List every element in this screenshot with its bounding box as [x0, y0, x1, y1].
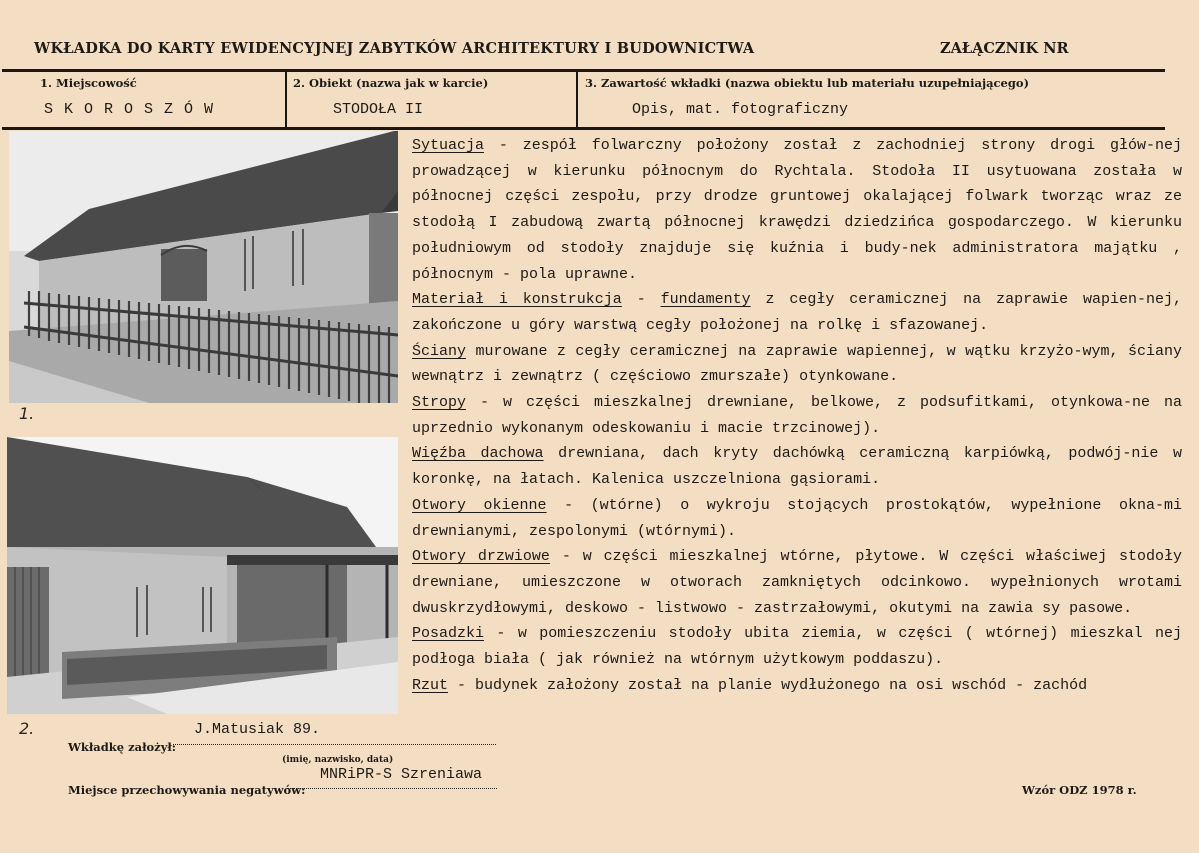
text-sciany: murowane z cegły ceramicznej na zaprawie wapiennej, w wątku krzyżo-wym, ściany wewnątrz i zewnątrz ( częściowo zmurszałe) otynkowane. [412, 342, 1182, 386]
field-divider-1 [285, 72, 287, 127]
locality-label: 1. Miejscowość [40, 76, 137, 90]
heading-drzwi: Otwory drzwiowe [412, 548, 550, 566]
storage-dotted-line [287, 788, 497, 789]
paragraph-okna [412, 493, 1182, 544]
object-label: 2. Obiekt (nazwa jak w karcie) [293, 76, 489, 90]
heading-sciany: Ściany [412, 342, 467, 360]
heading-wiezba: Więźba dachowa [412, 445, 544, 463]
text-posadzki: - w pomieszczeniu stodoły ubita ziemia, w części ( wtórnej) mieszkal nej podłoga biała ( jak również na wtórnym użytkowym poddaszu). [412, 625, 1182, 669]
card-title: WKŁADKA DO KARTY EWIDENCYJNEJ ZABYTKÓW ARCHITEKTURY I BUDOWNICTWA [34, 40, 755, 57]
heading-okna: Otwory okienne [412, 496, 547, 514]
author-hint: (imię, nazwisko, data) [282, 755, 394, 765]
paragraph-posadzki [412, 621, 1182, 672]
storage-value: MNRiPR-S Szreniawa [320, 766, 483, 783]
text-wiezba: drewniana, dach kryty dachówką ceramiczną karpiówką, podwój-nie w koronkę, na łatach. Kalenica uszczelniona gąsiorami. [412, 445, 1182, 489]
photo-1-number: 1. [19, 404, 35, 423]
author-label: Wkładkę założył: [68, 740, 177, 754]
photo-2-number: 2. [19, 719, 35, 738]
heading-stropy: Stropy [412, 394, 467, 412]
top-rule [2, 69, 1165, 72]
heading-fundamenty: fundamenty [660, 291, 751, 309]
paragraph-sytuacja [412, 133, 1182, 287]
paragraph-rzut [412, 673, 1182, 699]
text-drzwi: - w części mieszkalnej wtórne, płytowe. W części właściwej stodoły drewniane, umieszczone w otworach zamkniętych odcinkowo. wypełnionych wrotami dwuskrzydłowymi, deskowo - listwowo - zastrzałowymi, okutymi na zawia sy pasowe. [412, 548, 1182, 617]
object-value: STODOŁA II [333, 101, 424, 118]
author-value: J.Matusiak 89. [194, 721, 321, 738]
text-stropy: - w części mieszkalnej drewniane, belkowe, z podsufitkami, otynkowa-ne na uprzednio wykonanym odeskowaniu i macie trzcinowej). [412, 394, 1182, 437]
field-divider-2 [576, 72, 578, 127]
heading-material: Materiał i konstrukcja [412, 291, 622, 309]
contents-label: 3. Zawartość wkładki (nazwa obiektu lub materiału uzupełniającego) [585, 76, 1030, 90]
heading-rzut: Rzut [412, 676, 449, 694]
text-fundamenty: z cegły ceramicznej na zaprawie wapien-nej, zakończone u góry warstwą cegły położonej na rolkę i sfazowanej. [412, 291, 1182, 334]
text-okna: - (wtórne) o wykroju stojących prostokątów, wypełnione okna-mi drewnianymi, zespolonymi (wtórnymi). [412, 496, 1182, 540]
paragraph-sciany [412, 339, 1182, 390]
text-sytuacja: - zespół folwarczny położony został z zachodniej strony drogi głów-nej prowadzącej w kierunku północnym do Rychtala. Stodoła II usytuowana została w północnej części zespołu, przy drodze gruntowej okalającej folwark tworząc wraz ze stodołą I zabudową zwartą północnej krawędzi dziedzińca gospodarczego. W kierunku południowym od stodoły znajduje się kuźnia i budy-nek administratora majątku , północnym - pola uprawne. [412, 137, 1182, 283]
text-material-sep: - [621, 291, 661, 309]
photo-1-barn-fence [9, 131, 398, 403]
storage-label: Miejsce przechowywania negatywów: [68, 783, 306, 797]
locality-value: S K O R O S Z Ó W [44, 101, 215, 118]
attachment-number-label: ZAŁĄCZNIK NR [940, 40, 1069, 57]
description-text [412, 133, 1182, 698]
paragraph-drzwi [412, 544, 1182, 621]
paragraph-stropy [412, 390, 1182, 441]
paragraph-wiezba [412, 441, 1182, 492]
contents-value: Opis, mat. fotograficzny [632, 101, 849, 118]
heading-sytuacja: Sytuacja [412, 137, 485, 154]
author-dotted-line [173, 744, 496, 745]
fields-bottom-rule [2, 127, 1165, 130]
heading-posadzki: Posadzki [412, 625, 485, 643]
paragraph-material [412, 287, 1182, 338]
form-model: Wzór ODZ 1978 r. [1022, 783, 1137, 797]
text-rzut: - budynek założony został na planie wydłużonego na osi wschód - zachód [448, 676, 1088, 694]
photo-2-barn-courtyard [7, 437, 398, 714]
